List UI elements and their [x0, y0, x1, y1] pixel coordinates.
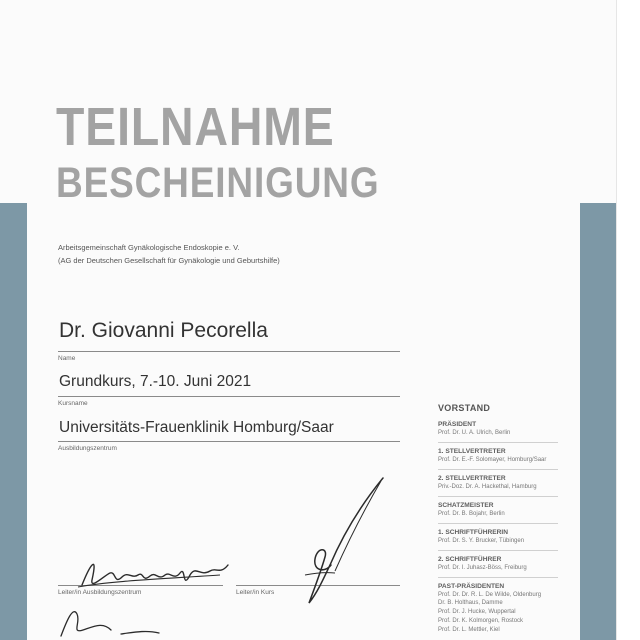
name-underline — [58, 351, 400, 352]
board-member: Dr. B. Holthaus, Damme — [438, 600, 503, 607]
page-edge — [616, 0, 640, 640]
board-role-block — [438, 502, 578, 524]
board-member: Prof. Dr. I. Juhasz-Böss, Freiburg — [438, 564, 527, 571]
board-role-block — [438, 421, 578, 443]
title-line-2: BESCHEINIGUNG — [56, 159, 380, 207]
right-handwritten-signature — [295, 475, 390, 610]
board-role-title: 2. STELLVERTRETER — [438, 474, 506, 482]
board-member: Prof. Dr. Dr. R. L. De Wilde, Oldenburg — [438, 591, 542, 598]
board-role-title: 1. STELLVERTRETER — [438, 447, 506, 455]
board-role-block — [438, 556, 578, 578]
name-caption: Name — [58, 355, 76, 362]
board-role-divider — [438, 469, 558, 470]
board-role-title: 2. SCHRIFTFÜHRER — [438, 555, 502, 563]
board-roles — [438, 421, 578, 634]
right-signature-caption: Leiter/in Kurs — [236, 589, 275, 596]
title-line-1: TEILNAHME — [56, 97, 335, 157]
participant-name: Dr. Giovanni Pecorella — [59, 319, 268, 342]
board-list — [438, 403, 578, 634]
board-role-divider — [438, 550, 558, 551]
board-role-block — [438, 529, 578, 551]
board-member: Prof. Dr. S. Y. Brucker, Tübingen — [438, 537, 525, 544]
board-role-divider — [438, 442, 558, 443]
board-role-title: 1. SCHRIFTFÜHRERIN — [438, 528, 508, 536]
right-accent-band — [580, 203, 616, 640]
course-name: Grundkurs, 7.-10. Juni 2021 — [59, 373, 252, 390]
bottom-partial-signature — [55, 600, 175, 640]
board-member: Prof. Dr. B. Bojahr, Berlin — [438, 511, 505, 517]
left-handwritten-signature — [70, 545, 240, 605]
board-role-divider — [438, 523, 558, 524]
center-caption: Ausbildungszentrum — [58, 445, 117, 452]
board-member: Prof. Dr. J. Hucke, Wuppertal — [438, 609, 516, 616]
organization-name: Arbeitsgemeinschaft Gynäkologische Endoskopie e. V. — [58, 243, 240, 252]
board-role-block — [438, 475, 578, 497]
board-member: Prof. Dr. E.-F. Solomayer, Homburg/Saar — [438, 457, 547, 464]
course-underline — [58, 396, 400, 397]
board-role-divider — [438, 577, 558, 578]
board-member: Prof. Dr. K. Kolmorgen, Rostock — [438, 617, 524, 624]
training-center: Universitäts-Frauenklinik Homburg/Saar — [59, 419, 334, 436]
course-caption: Kursname — [58, 400, 88, 407]
board-role-block — [438, 583, 578, 635]
board-role-block — [438, 448, 578, 470]
board-role-title: PAST-PRÄSIDENTEN — [438, 582, 505, 590]
left-accent-band — [0, 203, 27, 640]
board-member: Prof. Dr. L. Mettler, Kiel — [438, 626, 500, 633]
board-member: Prof. Dr. U. A. Ulrich, Berlin — [438, 430, 511, 437]
center-underline — [58, 441, 400, 442]
left-signature-caption: Leiter/in Ausbildungszentrum — [58, 589, 142, 596]
board-role-title: PRÄSIDENT — [438, 421, 477, 428]
board-role-divider — [438, 496, 558, 497]
board-role-title: SCHATZMEISTER — [438, 501, 494, 509]
board-heading: VORSTAND — [438, 403, 491, 413]
organization-subtitle: (AG der Deutschen Gesellschaft für Gynäkologie und Geburtshilfe) — [58, 256, 280, 265]
board-member: Priv.-Doz. Dr. A. Hackethal, Hamburg — [438, 484, 537, 491]
